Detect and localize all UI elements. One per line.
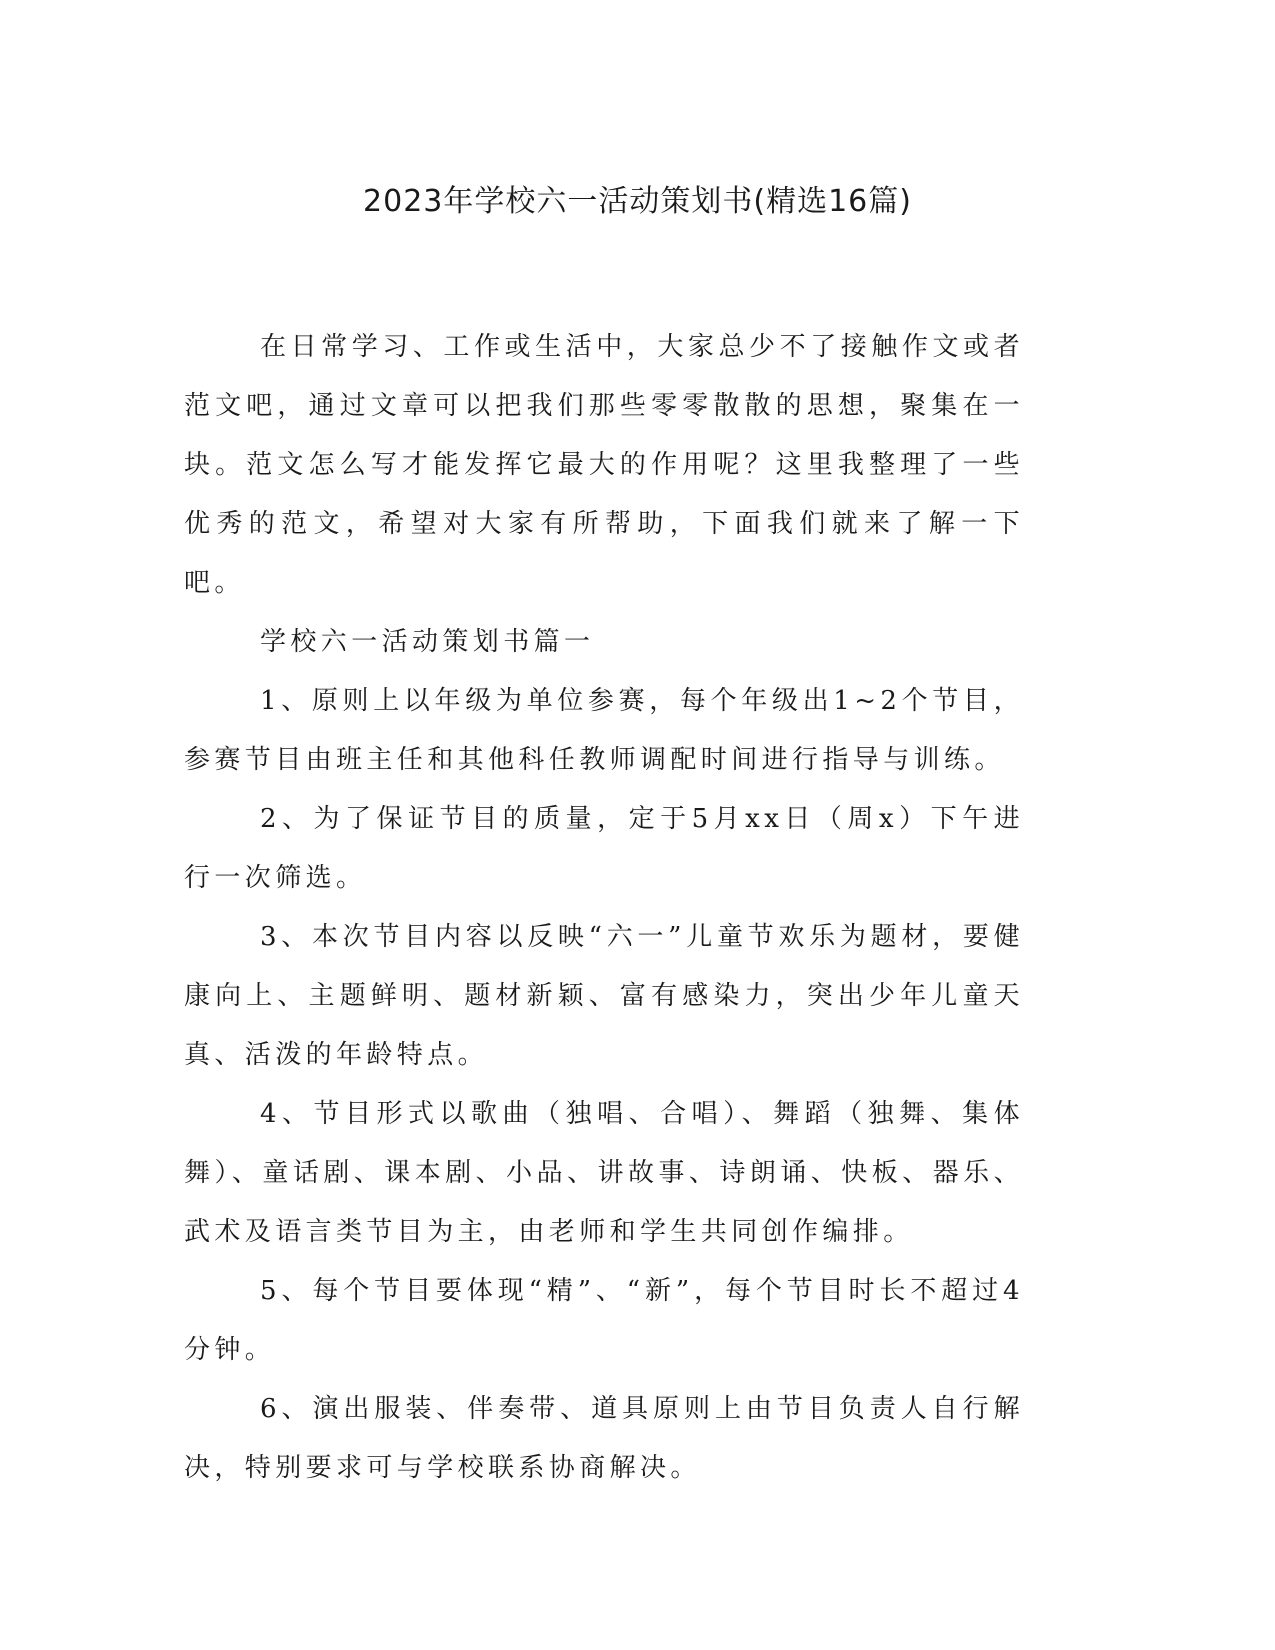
list-item-1: 1、原则上以年级为单位参赛，每个年级出1~2个节目，参赛节目由班主任和其他科任教师调配时间进行指导与训练。	[184, 686, 1024, 775]
list-item-2: 2、为了保证节目的质量，定于5月xx日（周x）下午进行一次筛选。	[184, 804, 1024, 893]
list-item-3: 3、本次节目内容以反映“六一”儿童节欢乐为题材，要健康向上、主题鲜明、题材新颖、富有感染力，突出少年儿童天真、活泼的年龄特点。	[184, 922, 1024, 1070]
section-heading: 学校六一活动策划书篇一	[260, 627, 595, 657]
document-body	[184, 318, 1024, 1498]
intro-paragraph: 在日常学习、工作或生活中，大家总少不了接触作文或者范文吧，通过文章可以把我们那些零零散散的思想，聚集在一块。范文怎么写才能发挥它最大的作用呢？这里我整理了一些优秀的范文，希望对大家有所帮助，下面我们就来了解一下吧。	[184, 332, 1024, 598]
list-item-5: 5、每个节目要体现“精”、“新”，每个节目时长不超过4分钟。	[184, 1276, 1024, 1365]
document-title: 2023年学校六一活动策划书(精选16篇)	[363, 184, 912, 219]
list-item-4: 4、节目形式以歌曲（独唱、合唱）、舞蹈（独舞、集体舞）、童话剧、课本剧、小品、讲故事、诗朗诵、快板、器乐、武术及语言类节目为主，由老师和学生共同创作编排。	[184, 1099, 1024, 1247]
list-item-6: 6、演出服装、伴奏带、道具原则上由节目负责人自行解决，特别要求可与学校联系协商解决。	[184, 1394, 1024, 1483]
